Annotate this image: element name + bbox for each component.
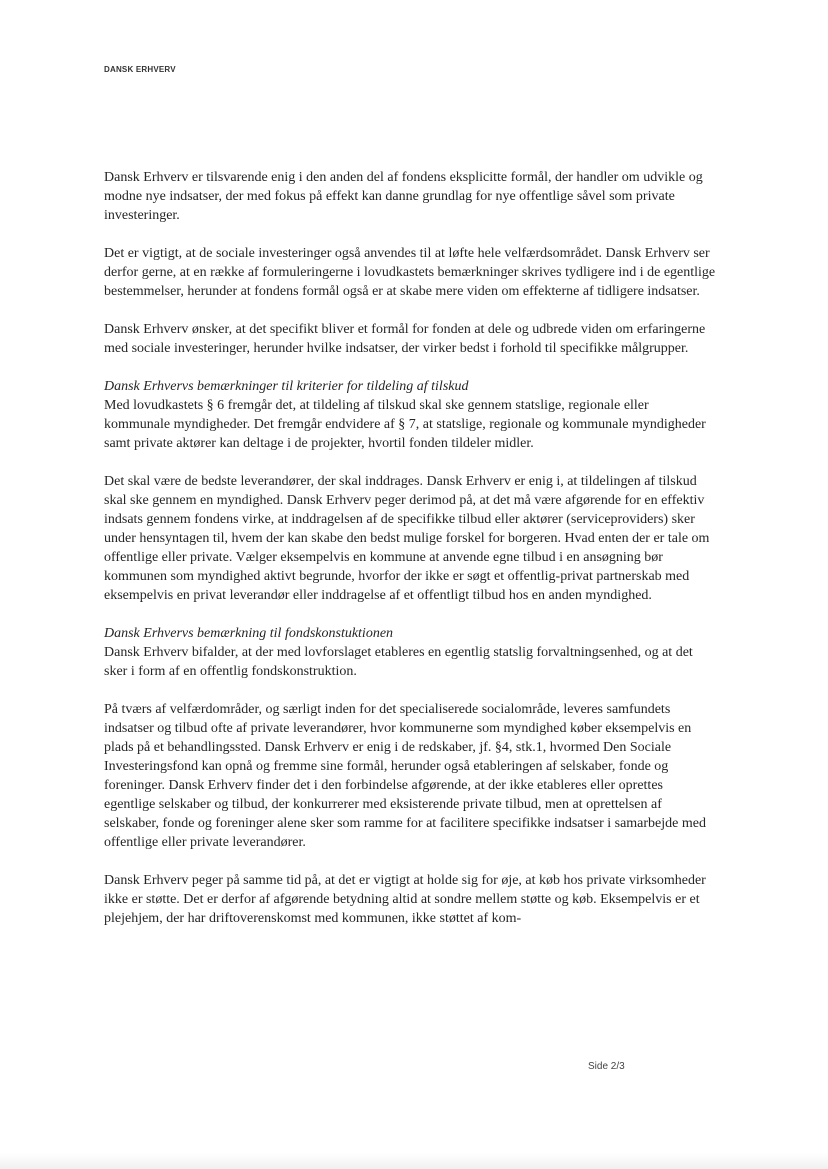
section-heading-grants: Dansk Erhvervs bemærkninger til kriterier for tildeling af tilskud xyxy=(104,379,469,394)
paragraph: Det skal være de bedste leverandører, der skal inddrages. Dansk Erhverv er enig i, at tildelingen af tilskud skal ske gennem en myndighed. Dansk Erhverv peger derimod på, at det må være afgørende for en effektiv indsats gennem fondens virke, at inddragelsen af de specifikke tilbud eller aktører (serviceproviders) sker under hensyntagen til, hvem der kan skabe den bedst mulige forskel for borgeren. Hvad enten der er tale om offentlige eller private. Vælger eksempelvis en kommune at anvende egne tilbud i en ansøgning bør kommunen som myndighed aktivt begrunde, hvorfor der ikke er søgt et offentlig-privat partnerskab med eksempelvis en privat leverandør eller inddragelse af et offentligt tilbud hos en anden myndighed. xyxy=(104,474,710,603)
paragraph: Dansk Erhverv bifalder, at der med lovforslaget etableres en egentlig statslig forvaltningsenhed, og at det sker i form af en offentlig fondskonstruktion. xyxy=(104,645,693,679)
document-body xyxy=(104,168,716,928)
paragraph: Med lovudkastets § 6 fremgår det, at tildeling af tilskud skal ske gennem statslige, regionale eller kommunale myndigheder. Det fremgår endvidere af § 7, at statslige, regionale og kommunale myndigheder samt private aktører kan deltage i de projekter, hvortil fonden tildeler midler. xyxy=(104,398,706,451)
org-header: DANSK ERHVERV xyxy=(104,65,176,74)
scan-edge xyxy=(0,1153,828,1169)
section-heading-fund-structure: Dansk Erhvervs bemærkning til fondskonstuktionen xyxy=(104,626,394,641)
page-number: Side 2/3 xyxy=(588,1061,625,1072)
paragraph: Dansk Erhverv peger på samme tid på, at det er vigtigt at holde sig for øje, at køb hos private virksomheder ikke er støtte. Det er derfor af afgørende betydning altid at sondre mellem støtte og køb. Eksempelvis er et plejehjem, der har driftoverenskomst med kommunen, ikke støttet af kom- xyxy=(104,873,706,926)
paragraph: Det er vigtigt, at de sociale investeringer også anvendes til at løfte hele velfærdsområdet. Dansk Erhverv ser derfor gerne, at en række af formuleringerne i lovudkastets bemærkninger skrives tydligere ind i de egentlige bestemmelser, herunder at fondens formål også er at skabe mere viden om effekterne af tidligere indsatser. xyxy=(104,246,716,299)
paragraph: Dansk Erhverv er tilsvarende enig i den anden del af fondens eksplicitte formål, der handler om udvikle og modne nye indsatser, der med fokus på effekt kan danne grundlag for nye offentlige såvel som private investeringer. xyxy=(104,170,703,223)
paragraph: Dansk Erhverv ønsker, at det specifikt bliver et formål for fonden at dele og udbrede viden om erfaringerne med sociale investeringer, herunder hvilke indsatser, der virker bedst i forhold til specifikke målgrupper. xyxy=(104,322,706,356)
paragraph: På tværs af velfærdområder, og særligt inden for det specialiserede socialområde, leveres samfundets indsatser og tilbud ofte af private leverandører, hvor kommunerne som myndighed køber eksempelvis en plads på et behandlingssted. Dansk Erhverv er enig i de redskaber, jf. §4, stk.1, hvormed Den Sociale Investeringsfond kan opnå og fremme sine formål, herunder også etableringen af selskaber, fonde og foreninger. Dansk Erhverv finder det i den forbindelse afgørende, at der ikke etableres eller oprettes egentlige selskaber og tilbud, der konkurrerer med eksisterende private tilbud, men at oprettelsen af selskaber, fonde og foreninger alene sker som ramme for at facilitere specifikke indsatser i samarbejde med offentlige eller private leverandører. xyxy=(104,702,706,850)
